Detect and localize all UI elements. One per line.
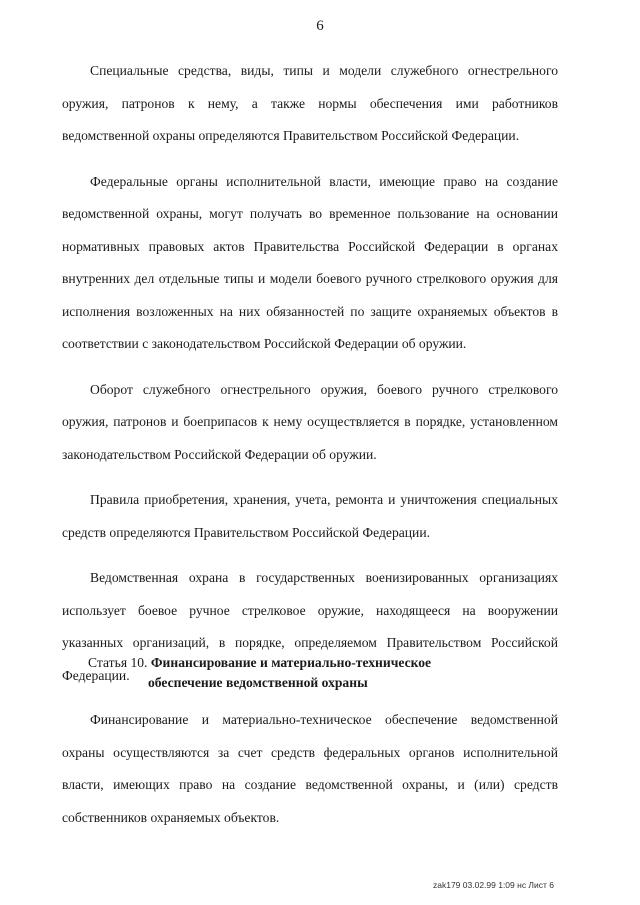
- paragraph-weapon-circulation: Оборот служебного огнестрельного оружия, боевого ручного стрелкового оружия, патронов и боеприпасов к нему осуществляется в порядке, установленном законодательством Российской Федерации об оружии.: [62, 381, 558, 462]
- paragraph-militarized-organizations: Ведомственная охрана в государственных военизированных организациях использует боевое ручное стрелковое оружие, находящееся на вооружении указанных организаций, в порядке, определяемом Правительством Российской Федерации.: [62, 570, 558, 683]
- body-text-upper: [62, 55, 558, 692]
- paragraph-special-means: Специальные средства, виды, типы и модели служебного огнестрельного оружия, патронов к нему, а также нормы обеспечения ими работников ведомственной охраны определяются Правительством Российской Федерации.: [62, 63, 558, 143]
- footer-stamp: zak179 03.02.99 1:09 нс Лист 6: [433, 880, 554, 890]
- page-number: 6: [316, 18, 324, 34]
- body-text-lower: [62, 704, 558, 834]
- paragraph-federal-bodies: Федеральные органы исполнительной власти, имеющие право на создание ведомственной охраны, могут получать во временное пользование на основании нормативных правовых актов Правительства Российской Федерации в органах внутренних дел отдельные типы и модели боевого ручного стрелкового оружия для исполнения возложенных на них обязанностей по защите охраняемых объектов в соответствии с законодательством Российской Федерации об оружии.: [62, 173, 558, 351]
- paragraph-acquisition-rules: Правила приобретения, хранения, учета, ремонта и уничтожения специальных средств определяются Правительством Российской Федерации.: [62, 492, 558, 540]
- article-label: Статья 10.: [88, 655, 148, 670]
- article-heading: [88, 653, 431, 693]
- article-title-line2: обеспечение ведомственной охраны: [148, 675, 368, 690]
- article-title-line1: Финансирование и материально-техническое: [150, 655, 432, 670]
- paragraph-financing: Финансирование и материально-техническое обеспечение ведомственной охраны осуществляются за счет средств федеральных органов исполнительной власти, имеющих право на создание ведомственной охраны, и (или) средств собственников охраняемых объектов.: [62, 712, 558, 825]
